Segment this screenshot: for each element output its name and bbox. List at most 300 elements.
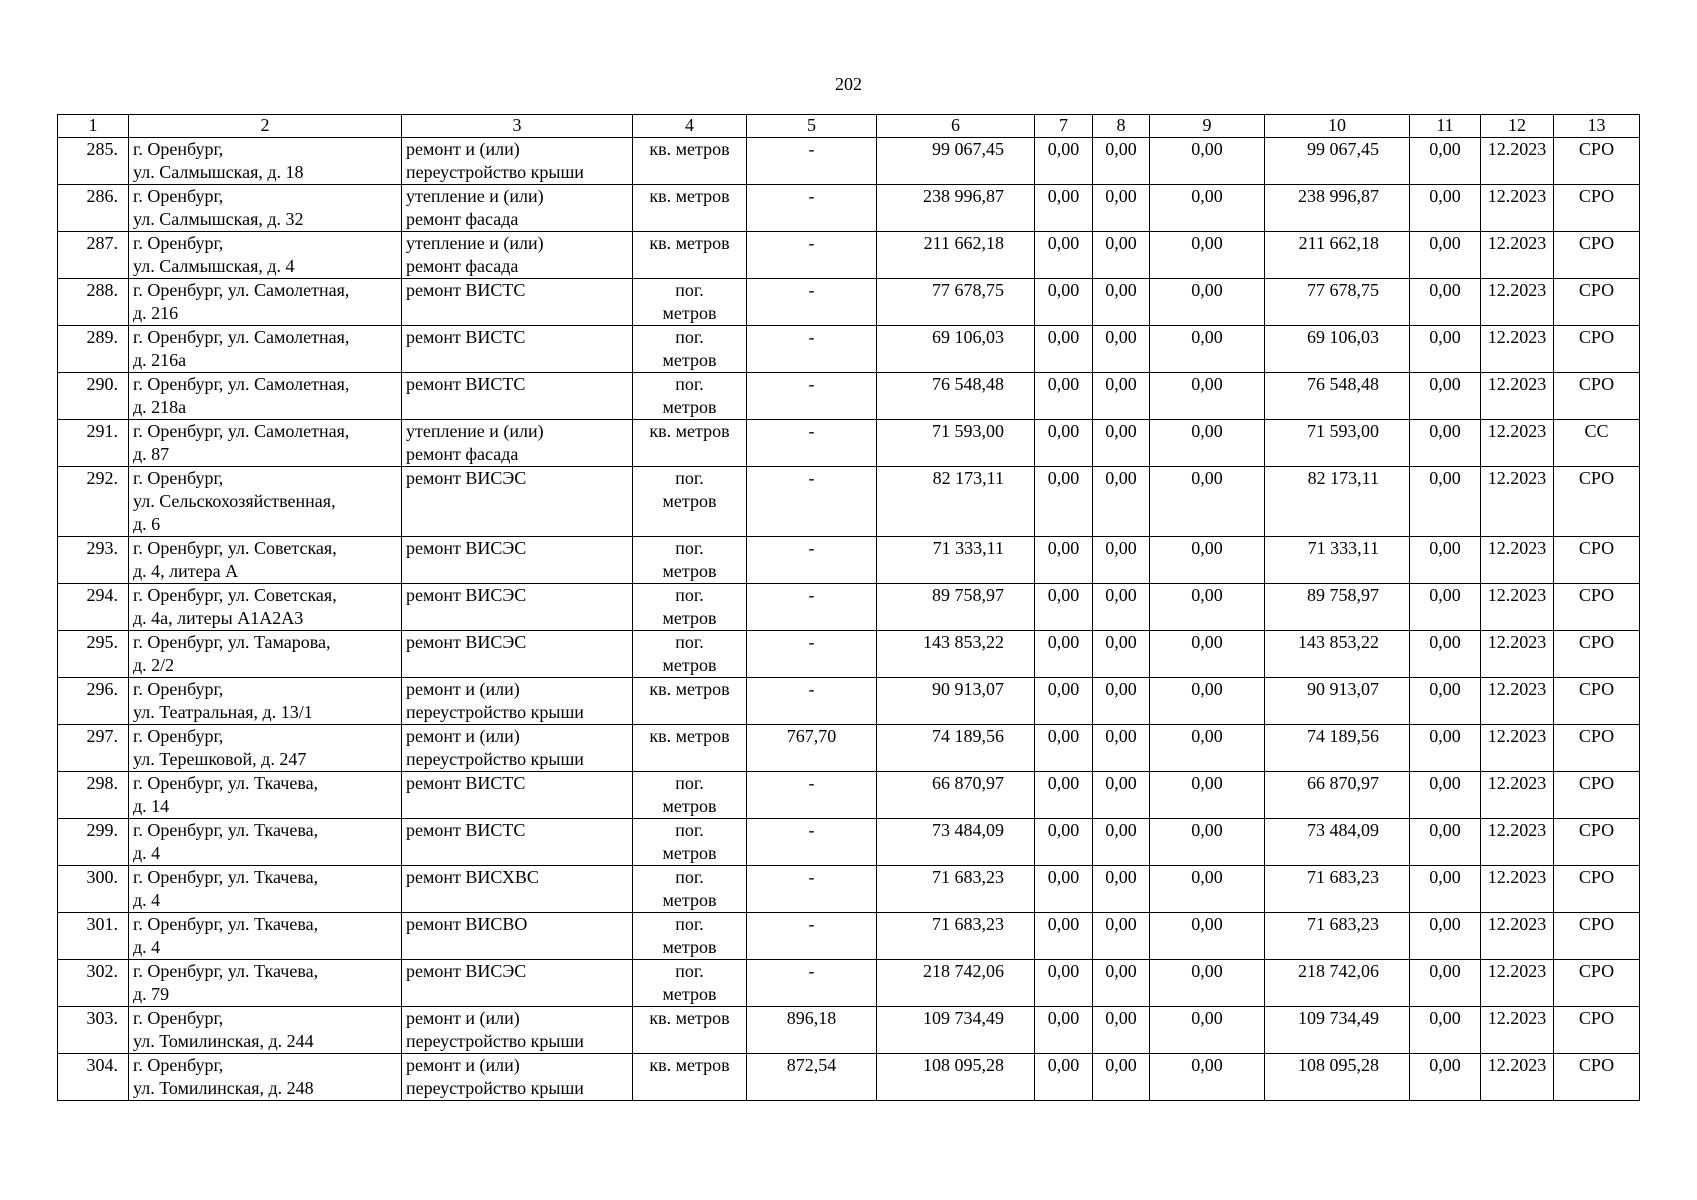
- address-cell-line: г. Оренбург, ул. Ткачева,: [133, 914, 319, 934]
- total-cost-cell: 66 870,97: [877, 772, 1035, 819]
- work-type-cell-line: ремонт фасада: [406, 256, 519, 276]
- col9-cell: 0,00: [1150, 584, 1265, 631]
- address-cell-line: д. 87: [133, 444, 170, 464]
- funding-method-cell: СРО: [1554, 866, 1640, 913]
- col9-cell: 0,00: [1150, 185, 1265, 232]
- unit-cell: [633, 373, 747, 420]
- work-type-cell-line: ремонт ВИСЭС: [406, 468, 527, 488]
- work-type-cell-line: переустройство крыши: [406, 1031, 584, 1051]
- quantity-cell: -: [747, 185, 877, 232]
- col7-cell: 0,00: [1035, 772, 1093, 819]
- col9-cell: 0,00: [1150, 326, 1265, 373]
- quantity-cell: -: [747, 537, 877, 584]
- work-type-cell-line: переустройство крыши: [406, 1078, 584, 1098]
- address-cell-line: г. Оренбург,: [133, 679, 224, 699]
- col8-cell: 0,00: [1093, 279, 1150, 326]
- work-type-cell: [402, 1007, 633, 1054]
- address-cell-line: г. Оренбург, ул. Ткачева,: [133, 867, 319, 887]
- work-type-cell-line: ремонт ВИСЭС: [406, 961, 527, 981]
- table-row: [58, 725, 1640, 772]
- unit-cell: [633, 866, 747, 913]
- col9-cell: 0,00: [1150, 232, 1265, 279]
- unit-cell: [633, 326, 747, 373]
- unit-cell-line: метров: [662, 350, 717, 370]
- col9-cell: 0,00: [1150, 420, 1265, 467]
- address-cell-line: г. Оренбург, ул. Самолетная,: [133, 280, 350, 300]
- work-type-cell-line: утепление и (или): [406, 233, 544, 253]
- page-number: 202: [835, 74, 862, 94]
- work-type-cell: [402, 584, 633, 631]
- unit-cell-line: пог.: [675, 914, 704, 934]
- unit-cell-line: пог.: [675, 961, 704, 981]
- col8-cell: 0,00: [1093, 725, 1150, 772]
- column-header: 7: [1035, 115, 1093, 138]
- total-cost-cell: 71 683,23: [877, 866, 1035, 913]
- work-type-cell-line: ремонт фасада: [406, 209, 519, 229]
- work-type-cell: [402, 819, 633, 866]
- col9-cell: 0,00: [1150, 819, 1265, 866]
- unit-cell-line: метров: [662, 303, 717, 323]
- col8-cell: 0,00: [1093, 584, 1150, 631]
- address-cell-line: г. Оренбург, ул. Самолетная,: [133, 327, 350, 347]
- total-cost-cell: 90 913,07: [877, 678, 1035, 725]
- row-number-cell: 298.: [58, 772, 129, 819]
- address-cell: [129, 584, 402, 631]
- row-number-cell: 286.: [58, 185, 129, 232]
- address-cell: [129, 678, 402, 725]
- row-number-cell: 303.: [58, 1007, 129, 1054]
- address-cell: [129, 232, 402, 279]
- col9-cell: 0,00: [1150, 138, 1265, 185]
- funding-method-cell: СС: [1554, 420, 1640, 467]
- address-cell-line: г. Оренбург, ул. Советская,: [133, 538, 337, 558]
- col7-cell: 0,00: [1035, 138, 1093, 185]
- col11-cell: 0,00: [1410, 631, 1481, 678]
- col8-cell: 0,00: [1093, 819, 1150, 866]
- total-cost-cell: 71 683,23: [877, 913, 1035, 960]
- unit-cell-line: пог.: [675, 585, 704, 605]
- unit-cell-line: метров: [662, 843, 717, 863]
- col10-cell: 71 683,23: [1265, 866, 1410, 913]
- address-cell-line: д. 216: [133, 303, 179, 323]
- completion-date-cell: 12.2023: [1481, 678, 1554, 725]
- col11-cell: 0,00: [1410, 185, 1481, 232]
- col10-cell: 108 095,28: [1265, 1054, 1410, 1101]
- row-number-cell: 302.: [58, 960, 129, 1007]
- work-type-cell-line: ремонт и (или): [406, 679, 520, 699]
- column-header: 10: [1265, 115, 1410, 138]
- funding-method-cell: СРО: [1554, 584, 1640, 631]
- row-number-cell: 294.: [58, 584, 129, 631]
- quantity-cell: -: [747, 373, 877, 420]
- col7-cell: 0,00: [1035, 960, 1093, 1007]
- address-cell: [129, 725, 402, 772]
- row-number-cell: 299.: [58, 819, 129, 866]
- col7-cell: 0,00: [1035, 913, 1093, 960]
- unit-cell-line: метров: [662, 984, 717, 1004]
- quantity-cell: 896,18: [747, 1007, 877, 1054]
- address-cell-line: ул. Томилинская, д. 244: [133, 1031, 314, 1051]
- col9-cell: 0,00: [1150, 279, 1265, 326]
- total-cost-cell: 69 106,03: [877, 326, 1035, 373]
- completion-date-cell: 12.2023: [1481, 631, 1554, 678]
- work-type-cell: [402, 279, 633, 326]
- unit-cell-line: метров: [662, 796, 717, 816]
- address-cell: [129, 960, 402, 1007]
- col11-cell: 0,00: [1410, 373, 1481, 420]
- row-number-cell: 296.: [58, 678, 129, 725]
- col11-cell: 0,00: [1410, 1054, 1481, 1101]
- col9-cell: 0,00: [1150, 725, 1265, 772]
- completion-date-cell: 12.2023: [1481, 819, 1554, 866]
- work-type-cell: [402, 138, 633, 185]
- unit-cell: [633, 584, 747, 631]
- col9-cell: 0,00: [1150, 678, 1265, 725]
- column-header: 6: [877, 115, 1035, 138]
- total-cost-cell: 73 484,09: [877, 819, 1035, 866]
- work-type-cell: [402, 232, 633, 279]
- table-row: [58, 1007, 1640, 1054]
- quantity-cell: -: [747, 326, 877, 373]
- total-cost-cell: 71 593,00: [877, 420, 1035, 467]
- col8-cell: 0,00: [1093, 537, 1150, 584]
- row-number-cell: 293.: [58, 537, 129, 584]
- quantity-cell: 872,54: [747, 1054, 877, 1101]
- unit-cell: [633, 467, 747, 537]
- quantity-cell: -: [747, 279, 877, 326]
- col10-cell: 211 662,18: [1265, 232, 1410, 279]
- funding-method-cell: СРО: [1554, 913, 1640, 960]
- col10-cell: 218 742,06: [1265, 960, 1410, 1007]
- total-cost-cell: 143 853,22: [877, 631, 1035, 678]
- column-header: 11: [1410, 115, 1481, 138]
- funding-method-cell: СРО: [1554, 279, 1640, 326]
- col9-cell: 0,00: [1150, 1054, 1265, 1101]
- unit-cell-line: пог.: [675, 280, 704, 300]
- address-cell-line: г. Оренбург, ул. Советская,: [133, 585, 337, 605]
- unit-cell-line: пог.: [675, 327, 704, 347]
- col9-cell: 0,00: [1150, 373, 1265, 420]
- unit-cell-line: пог.: [675, 632, 704, 652]
- col8-cell: 0,00: [1093, 326, 1150, 373]
- unit-cell: [633, 631, 747, 678]
- unit-cell-line: кв. метров: [649, 1008, 730, 1028]
- completion-date-cell: 12.2023: [1481, 725, 1554, 772]
- unit-cell: [633, 279, 747, 326]
- col9-cell: 0,00: [1150, 960, 1265, 1007]
- col8-cell: 0,00: [1093, 232, 1150, 279]
- funding-method-cell: СРО: [1554, 1054, 1640, 1101]
- address-cell: [129, 185, 402, 232]
- unit-cell-line: кв. метров: [649, 679, 730, 699]
- funding-method-cell: СРО: [1554, 960, 1640, 1007]
- row-number-cell: 291.: [58, 420, 129, 467]
- col8-cell: 0,00: [1093, 467, 1150, 537]
- col9-cell: 0,00: [1150, 631, 1265, 678]
- unit-cell-line: кв. метров: [649, 726, 730, 746]
- completion-date-cell: 12.2023: [1481, 1007, 1554, 1054]
- col11-cell: 0,00: [1410, 960, 1481, 1007]
- col10-cell: 71 683,23: [1265, 913, 1410, 960]
- work-type-cell: [402, 326, 633, 373]
- col7-cell: 0,00: [1035, 631, 1093, 678]
- funding-method-cell: СРО: [1554, 326, 1640, 373]
- total-cost-cell: 211 662,18: [877, 232, 1035, 279]
- completion-date-cell: 12.2023: [1481, 467, 1554, 537]
- work-type-cell: [402, 678, 633, 725]
- col11-cell: 0,00: [1410, 866, 1481, 913]
- quantity-cell: -: [747, 232, 877, 279]
- funding-method-cell: СРО: [1554, 185, 1640, 232]
- work-type-cell: [402, 185, 633, 232]
- completion-date-cell: 12.2023: [1481, 913, 1554, 960]
- col11-cell: 0,00: [1410, 725, 1481, 772]
- table-row: [58, 584, 1640, 631]
- unit-cell: [633, 725, 747, 772]
- col10-cell: 82 173,11: [1265, 467, 1410, 537]
- address-cell-line: г. Оренбург,: [133, 139, 224, 159]
- col7-cell: 0,00: [1035, 467, 1093, 537]
- address-cell-line: ул. Салмышская, д. 18: [133, 162, 304, 182]
- work-type-cell-line: переустройство крыши: [406, 162, 584, 182]
- address-cell-line: г. Оренбург,: [133, 726, 224, 746]
- address-cell-line: г. Оренбург,: [133, 186, 224, 206]
- address-cell-line: д. 4, литера А: [133, 561, 239, 581]
- unit-cell: [633, 420, 747, 467]
- address-cell: [129, 420, 402, 467]
- work-type-cell-line: ремонт ВИСЭС: [406, 538, 527, 558]
- table-row: [58, 420, 1640, 467]
- col7-cell: 0,00: [1035, 373, 1093, 420]
- address-cell-line: д. 6: [133, 514, 161, 534]
- column-header: 4: [633, 115, 747, 138]
- address-cell-line: д. 4: [133, 937, 161, 957]
- table-row: [58, 631, 1640, 678]
- col7-cell: 0,00: [1035, 420, 1093, 467]
- quantity-cell: -: [747, 420, 877, 467]
- col8-cell: 0,00: [1093, 866, 1150, 913]
- funding-method-cell: СРО: [1554, 537, 1640, 584]
- completion-date-cell: 12.2023: [1481, 960, 1554, 1007]
- quantity-cell: -: [747, 678, 877, 725]
- completion-date-cell: 12.2023: [1481, 326, 1554, 373]
- unit-cell-line: пог.: [675, 820, 704, 840]
- work-type-cell-line: ремонт ВИСЭС: [406, 632, 527, 652]
- table-row: [58, 185, 1640, 232]
- col9-cell: 0,00: [1150, 913, 1265, 960]
- unit-cell-line: кв. метров: [649, 186, 730, 206]
- unit-cell-line: кв. метров: [649, 421, 730, 441]
- col10-cell: 74 189,56: [1265, 725, 1410, 772]
- row-number-cell: 290.: [58, 373, 129, 420]
- row-number-cell: 288.: [58, 279, 129, 326]
- col11-cell: 0,00: [1410, 279, 1481, 326]
- address-cell: [129, 1007, 402, 1054]
- funding-method-cell: СРО: [1554, 772, 1640, 819]
- address-cell: [129, 819, 402, 866]
- col8-cell: 0,00: [1093, 138, 1150, 185]
- address-cell: [129, 631, 402, 678]
- address-cell-line: г. Оренбург,: [133, 1055, 224, 1075]
- unit-cell: [633, 232, 747, 279]
- col8-cell: 0,00: [1093, 772, 1150, 819]
- address-cell-line: г. Оренбург, ул. Самолетная,: [133, 374, 350, 394]
- row-number-cell: 301.: [58, 913, 129, 960]
- quantity-cell: -: [747, 960, 877, 1007]
- col7-cell: 0,00: [1035, 279, 1093, 326]
- completion-date-cell: 12.2023: [1481, 185, 1554, 232]
- total-cost-cell: 74 189,56: [877, 725, 1035, 772]
- work-type-cell: [402, 631, 633, 678]
- completion-date-cell: 12.2023: [1481, 772, 1554, 819]
- funding-method-cell: СРО: [1554, 725, 1640, 772]
- col11-cell: 0,00: [1410, 584, 1481, 631]
- address-cell-line: д. 218а: [133, 397, 187, 417]
- table-row: [58, 819, 1640, 866]
- table-row: [58, 467, 1640, 537]
- col9-cell: 0,00: [1150, 1007, 1265, 1054]
- unit-cell-line: метров: [662, 608, 717, 628]
- address-cell-line: д. 14: [133, 796, 170, 816]
- row-number-cell: 297.: [58, 725, 129, 772]
- table-row: [58, 913, 1640, 960]
- table-row: [58, 279, 1640, 326]
- table-row: [58, 537, 1640, 584]
- funding-method-cell: СРО: [1554, 373, 1640, 420]
- work-type-cell: [402, 960, 633, 1007]
- completion-date-cell: 12.2023: [1481, 866, 1554, 913]
- work-type-cell: [402, 1054, 633, 1101]
- unit-cell-line: пог.: [675, 468, 704, 488]
- row-number-cell: 300.: [58, 866, 129, 913]
- table-row: [58, 866, 1640, 913]
- row-number-cell: 287.: [58, 232, 129, 279]
- address-cell-line: ул. Томилинская, д. 248: [133, 1078, 314, 1098]
- total-cost-cell: 76 548,48: [877, 373, 1035, 420]
- work-type-cell-line: переустройство крыши: [406, 749, 584, 769]
- col7-cell: 0,00: [1035, 725, 1093, 772]
- col11-cell: 0,00: [1410, 537, 1481, 584]
- address-cell-line: д. 216а: [133, 350, 187, 370]
- total-cost-cell: 89 758,97: [877, 584, 1035, 631]
- quantity-cell: -: [747, 467, 877, 537]
- table-row: [58, 960, 1640, 1007]
- table-row: [58, 772, 1640, 819]
- unit-cell-line: пог.: [675, 867, 704, 887]
- unit-cell: [633, 819, 747, 866]
- address-cell-line: г. Оренбург,: [133, 1008, 224, 1028]
- work-type-cell-line: ремонт ВИСТС: [406, 773, 526, 793]
- quantity-cell: -: [747, 584, 877, 631]
- total-cost-cell: 82 173,11: [877, 467, 1035, 537]
- funding-method-cell: СРО: [1554, 467, 1640, 537]
- completion-date-cell: 12.2023: [1481, 373, 1554, 420]
- address-cell: [129, 866, 402, 913]
- completion-date-cell: 12.2023: [1481, 232, 1554, 279]
- work-type-cell-line: ремонт ВИСТС: [406, 374, 526, 394]
- col10-cell: 143 853,22: [1265, 631, 1410, 678]
- column-header: 5: [747, 115, 877, 138]
- unit-cell: [633, 772, 747, 819]
- row-number-cell: 295.: [58, 631, 129, 678]
- col8-cell: 0,00: [1093, 185, 1150, 232]
- unit-cell-line: кв. метров: [649, 139, 730, 159]
- quantity-cell: -: [747, 138, 877, 185]
- work-type-cell: [402, 772, 633, 819]
- unit-cell: [633, 1007, 747, 1054]
- unit-cell-line: кв. метров: [649, 233, 730, 253]
- col7-cell: 0,00: [1035, 1007, 1093, 1054]
- unit-cell-line: метров: [662, 561, 717, 581]
- work-type-cell-line: переустройство крыши: [406, 702, 584, 722]
- address-cell-line: д. 79: [133, 984, 170, 1004]
- work-type-cell: [402, 537, 633, 584]
- unit-cell-line: метров: [662, 491, 717, 511]
- unit-cell-line: метров: [662, 397, 717, 417]
- quantity-cell: -: [747, 631, 877, 678]
- quantity-cell: -: [747, 772, 877, 819]
- col8-cell: 0,00: [1093, 960, 1150, 1007]
- unit-cell-line: пог.: [675, 374, 704, 394]
- col11-cell: 0,00: [1410, 467, 1481, 537]
- table-row: [58, 678, 1640, 725]
- col7-cell: 0,00: [1035, 584, 1093, 631]
- work-type-cell-line: ремонт ВИСТС: [406, 820, 526, 840]
- work-type-cell-line: ремонт и (или): [406, 726, 520, 746]
- address-cell: [129, 467, 402, 537]
- completion-date-cell: 12.2023: [1481, 138, 1554, 185]
- address-cell: [129, 326, 402, 373]
- col10-cell: 69 106,03: [1265, 326, 1410, 373]
- completion-date-cell: 12.2023: [1481, 1054, 1554, 1101]
- column-header: 3: [402, 115, 633, 138]
- col8-cell: 0,00: [1093, 420, 1150, 467]
- work-type-cell-line: ремонт и (или): [406, 139, 520, 159]
- table-row: [58, 1054, 1640, 1101]
- unit-cell-line: пог.: [675, 773, 704, 793]
- col7-cell: 0,00: [1035, 866, 1093, 913]
- unit-cell-line: метров: [662, 655, 717, 675]
- funding-method-cell: СРО: [1554, 232, 1640, 279]
- address-cell-line: г. Оренбург, ул. Тамарова,: [133, 632, 331, 652]
- column-header: 8: [1093, 115, 1150, 138]
- col10-cell: 238 996,87: [1265, 185, 1410, 232]
- address-cell-line: ул. Театральная, д. 13/1: [133, 702, 313, 722]
- work-type-cell-line: утепление и (или): [406, 186, 544, 206]
- total-cost-cell: 218 742,06: [877, 960, 1035, 1007]
- unit-cell: [633, 138, 747, 185]
- col10-cell: 66 870,97: [1265, 772, 1410, 819]
- col7-cell: 0,00: [1035, 1054, 1093, 1101]
- col10-cell: 109 734,49: [1265, 1007, 1410, 1054]
- work-type-cell-line: ремонт ВИСХВС: [406, 867, 539, 887]
- table-row: [58, 326, 1640, 373]
- work-type-cell: [402, 467, 633, 537]
- address-cell: [129, 138, 402, 185]
- work-type-cell: [402, 866, 633, 913]
- completion-date-cell: 12.2023: [1481, 584, 1554, 631]
- work-type-cell-line: ремонт ВИСВО: [406, 914, 528, 934]
- col7-cell: 0,00: [1035, 232, 1093, 279]
- repair-plan-table: [57, 114, 1640, 1101]
- completion-date-cell: 12.2023: [1481, 537, 1554, 584]
- table-row: [58, 138, 1640, 185]
- address-cell-line: д. 4а, литеры А1А2А3: [133, 608, 304, 628]
- column-number-row: [58, 115, 1640, 138]
- unit-cell-line: пог.: [675, 538, 704, 558]
- unit-cell: [633, 913, 747, 960]
- address-cell-line: д. 4: [133, 843, 161, 863]
